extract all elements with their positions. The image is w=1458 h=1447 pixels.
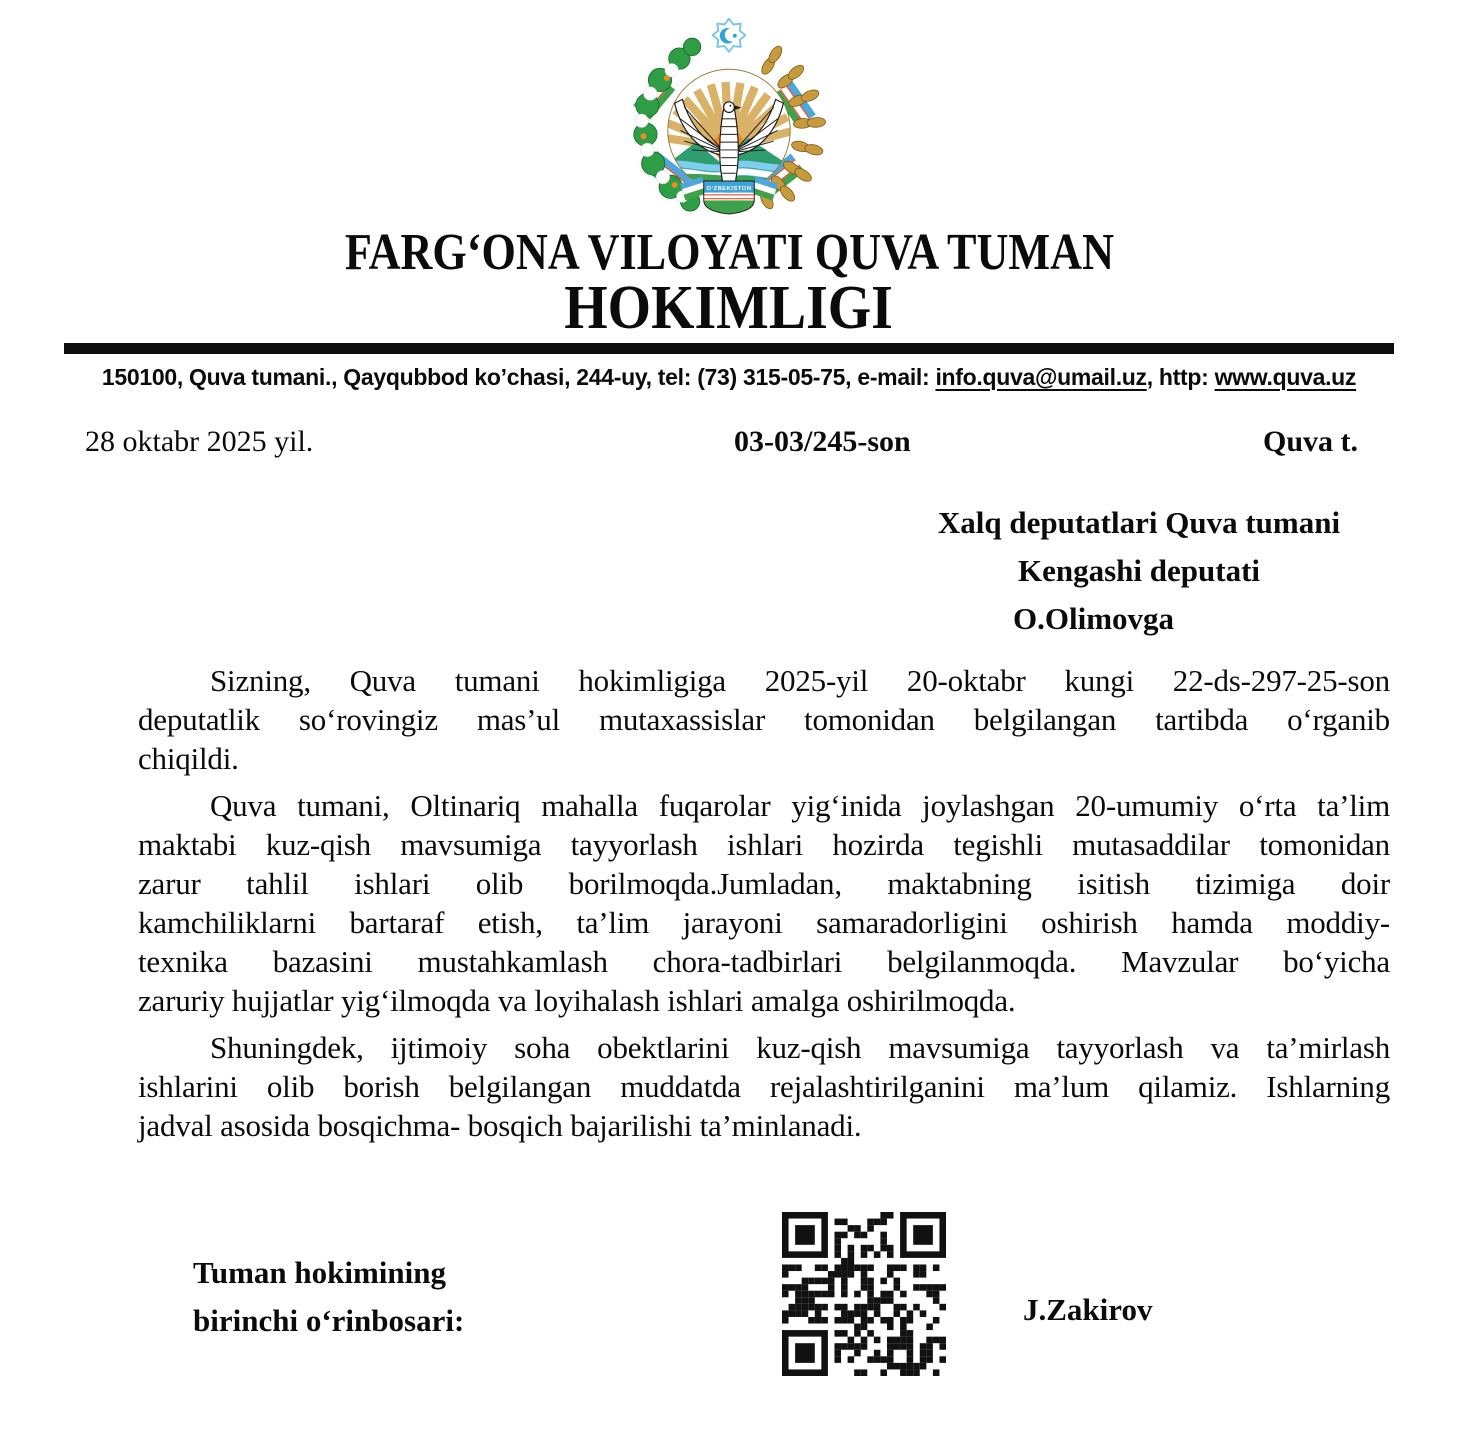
emblem-banner-text: O‘ZBEKISTON bbox=[706, 186, 752, 193]
body-line: Quva tumani, Oltinariq mahalla fuqarolar yig‘inida joylashgan 20-umumiy o‘rta ta’lim bbox=[210, 787, 1390, 823]
recipient-block bbox=[0, 499, 1458, 643]
qr-code bbox=[782, 1212, 946, 1376]
email-link[interactable]: info.quva@umail.uz bbox=[935, 363, 1147, 390]
letterhead-title-line1: FARG‘ONA VILOYATI QUVA TUMAN bbox=[344, 224, 1114, 281]
signer-title-line1: Tuman hokimining bbox=[193, 1254, 447, 1290]
signer-title-line2: birinchi o‘rinbosari: bbox=[193, 1302, 465, 1338]
body-line: ishlarini olib borish belgilangan muddatda rejalashtirilganini ma’lum qilamiz. Ishlarning bbox=[138, 1068, 1390, 1104]
body-line: texnika bazasini mustahkamlash chora-tadbirlari belgilanmoqda. Mavzular bo‘yicha bbox=[138, 943, 1390, 979]
document-number: 03-03/245-son bbox=[734, 424, 911, 458]
paragraph bbox=[138, 661, 1390, 778]
meta-row bbox=[0, 425, 1458, 467]
recipient-line3: O.Olimovga bbox=[1013, 600, 1175, 636]
body-line: zarur tahlil ishlari olib borilmoqda.Jumladan, maktabning isitish tizimiga doir bbox=[138, 865, 1390, 901]
signer-title bbox=[193, 1249, 464, 1345]
letterhead-contact-line bbox=[0, 363, 1458, 391]
body-line: chiqildi. bbox=[138, 740, 239, 776]
body-line: maktabi kuz-qish mavsumiga tayyorlash ishlari hozirda tegishli mutasaddilar tomonidan bbox=[138, 826, 1390, 862]
recipient-line2: Kengashi deputati bbox=[1017, 552, 1261, 588]
body-line: jadval asosida bosqichma- bosqich bajarilishi ta’minlanadi. bbox=[138, 1107, 862, 1143]
body-line: zaruriy hujjatlar yig‘ilmoqda va loyihalash ishlari amalga oshirilmoqda. bbox=[138, 982, 1016, 1018]
website-link[interactable]: www.quva.uz bbox=[1214, 363, 1357, 390]
star-crescent-icon bbox=[712, 19, 745, 52]
body-line: deputatlik so‘rovingiz mas’ul mutaxassislar tomonidan belgilangan tartibda o‘rganib bbox=[138, 701, 1390, 737]
paragraph bbox=[138, 1028, 1390, 1145]
address-text: 150100, Quva tumani., Qayqubbod ko’chasi, 244-uy, tel: (73) 315-05-75, e-mail: bbox=[101, 363, 936, 390]
body-line: kamchiliklarni bartaraf etish, ta’lim jarayoni samaradorligini oshirish hamda moddiy- bbox=[138, 904, 1390, 940]
signature-block bbox=[0, 1145, 1458, 1447]
uzbekistan-state-emblem-icon bbox=[623, 10, 835, 216]
document-date: 28 oktabr 2025 yil. bbox=[85, 424, 314, 458]
recipient-line1: Xalq deputatlari Quva tumani bbox=[937, 504, 1341, 540]
letterhead-divider bbox=[64, 343, 1394, 354]
paragraph bbox=[138, 786, 1390, 1020]
address-separator: , http: bbox=[1146, 363, 1215, 390]
letter-body bbox=[138, 661, 1390, 1145]
document-place: Quva t. bbox=[1262, 424, 1358, 458]
body-line: Sizning, Quva tumani hokimligiga 2025-yil 20-oktabr kungi 22-ds-297-25-son bbox=[210, 662, 1390, 698]
signer-name: J.Zakirov bbox=[1023, 1291, 1153, 1327]
body-line: Shuningdek, ijtimoiy soha obektlarini kuz-qish mavsumiga tayyorlash va ta’mirlash bbox=[210, 1029, 1390, 1065]
emblem-container bbox=[0, 0, 1458, 221]
letterhead-title-line2: HOKIMLIGI bbox=[564, 274, 894, 342]
